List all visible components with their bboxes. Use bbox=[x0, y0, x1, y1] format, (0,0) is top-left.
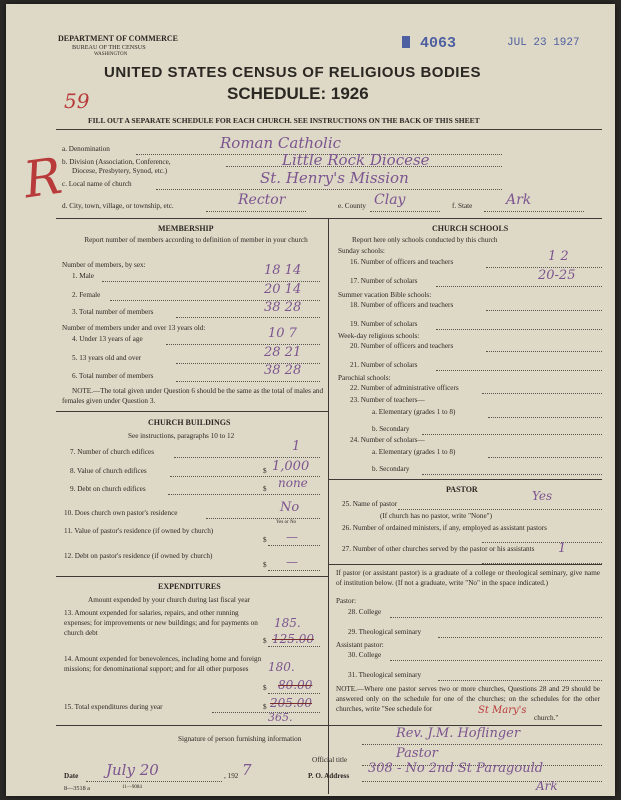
local-name-value: St. Henry's Mission bbox=[260, 169, 409, 187]
q24-label: 24. Number of scholars— bbox=[350, 436, 425, 444]
q15-struck-value: 205.00 bbox=[270, 696, 312, 710]
column-divider bbox=[328, 218, 329, 794]
denomination-label: a. Denomination bbox=[62, 145, 110, 153]
q25-label: 25. Name of pastor bbox=[342, 500, 398, 508]
pastor-note-end: church." bbox=[534, 714, 559, 722]
date-label: Date bbox=[64, 772, 79, 780]
q7-label: 7. Number of church edifices bbox=[70, 448, 155, 456]
q14-label: 14. Amount expended for benevolences, including home and foreign missions; for denominational support; and for all other purposes bbox=[64, 655, 262, 673]
expenditures-intro: Amount expended by your church during last fiscal year bbox=[88, 596, 251, 604]
pastor-note-value: St Mary's bbox=[478, 705, 527, 716]
state-line bbox=[484, 211, 584, 212]
q16-label: 16. Number of officers and teachers bbox=[350, 258, 454, 266]
form-title: UNITED STATES CENSUS OF RELIGIOUS BODIES bbox=[104, 64, 481, 81]
bureau-label: BUREAU OF THE CENSUS bbox=[72, 44, 146, 51]
q8-label: 8. Value of church edifices bbox=[70, 467, 147, 475]
q1-value: 18 14 bbox=[264, 263, 302, 278]
official-title-label: Official title bbox=[312, 756, 348, 764]
q26-label: 26. Number of ordained ministers, if any, employed as assistant pastors bbox=[342, 524, 547, 532]
state-value: Ark bbox=[506, 192, 532, 208]
q12-line bbox=[268, 570, 320, 571]
q13-label: 13. Amount expended for salaries, repairs, and other running expenses; for improvements or new buildings; and for payments on church debt bbox=[64, 609, 258, 637]
q5-label: 5. 13 years old and over bbox=[72, 354, 142, 362]
q27-value: 1 bbox=[558, 541, 567, 556]
q10-line bbox=[206, 518, 320, 519]
college-rule bbox=[328, 564, 602, 565]
division-value: Little Rock Diocese bbox=[282, 151, 430, 169]
q24b-line bbox=[422, 474, 602, 475]
q22-label: 22. Number of administrative officers bbox=[350, 384, 459, 392]
q15-line bbox=[212, 712, 320, 713]
q6-line bbox=[176, 381, 320, 382]
q10-value: No bbox=[280, 500, 300, 515]
pastor-note: NOTE.—Where one pastor serves two or more churches, Questions 28 and 29 should be answered only on the schedule for one of the churches; on the schedules for the other churches, write "See schedule for bbox=[336, 685, 600, 713]
q23a-label: a. Elementary (grades 1 to 8) bbox=[372, 408, 456, 416]
by-sex-label: Number of members, by sex: bbox=[62, 261, 146, 269]
age-intro: Number of members under and over 13 years old: bbox=[62, 324, 206, 332]
q26-line bbox=[482, 542, 602, 543]
q24b-label: b. Secondary bbox=[372, 465, 410, 473]
q9-value: none bbox=[278, 476, 308, 490]
footer-rule bbox=[56, 725, 602, 726]
q6-value: 38 28 bbox=[264, 363, 302, 378]
form-instruction: FILL OUT A SEPARATE SCHEDULE FOR EACH CHURCH. SEE INSTRUCTIONS ON THE BACK OF THIS SHEET bbox=[88, 116, 480, 125]
q25-value: Yes bbox=[532, 489, 553, 503]
buildings-rule bbox=[56, 411, 328, 412]
pastor-rule bbox=[328, 479, 602, 480]
q30-label: 30. College bbox=[348, 651, 382, 659]
official-title-value: Pastor bbox=[396, 746, 438, 761]
stamp-number: 4063 bbox=[420, 35, 457, 52]
q3-value: 38 28 bbox=[264, 300, 302, 315]
header-rule bbox=[56, 129, 602, 130]
q12-label: 12. Debt on pastor's residence (if owned by church) bbox=[64, 552, 213, 560]
yes-no-hint: Yes or No bbox=[276, 520, 297, 525]
stamp-mark bbox=[402, 36, 410, 48]
q12-dollar: $ bbox=[263, 561, 267, 569]
q23a-line bbox=[488, 417, 602, 418]
q27-label: 27. Number of other churches served by the pastor or his assistants bbox=[342, 545, 535, 553]
address-value: 308 - No 2nd St Paragould bbox=[368, 761, 544, 776]
q25-line bbox=[398, 509, 602, 510]
schools-heading: CHURCH SCHOOLS bbox=[432, 224, 509, 233]
q21-label: 21. Number of scholars bbox=[350, 361, 418, 369]
division-label-2: Diocese, Presbytery, Synod, etc.) bbox=[72, 167, 168, 175]
q12-value: — bbox=[286, 555, 298, 569]
buildings-intro: See instructions, paragraphs 10 to 12 bbox=[128, 432, 235, 440]
section-rule bbox=[56, 218, 602, 219]
state-label: f. State bbox=[452, 202, 473, 210]
q14-line bbox=[268, 693, 320, 694]
q7-value: 1 bbox=[292, 439, 301, 454]
q2-value: 20 14 bbox=[264, 282, 302, 297]
q10-label: 10. Does church own pastor's residence bbox=[64, 509, 178, 517]
stamp-date: JUL 23 1927 bbox=[507, 37, 580, 49]
county-value: Clay bbox=[374, 192, 406, 208]
q31-label: 31. Theological seminary bbox=[348, 671, 422, 679]
q13-dollar: $ bbox=[263, 637, 267, 645]
local-name-label: c. Local name of church bbox=[62, 180, 132, 188]
department-label: DEPARTMENT OF COMMERCE bbox=[58, 34, 179, 43]
q30-line bbox=[390, 660, 602, 661]
q1-label: 1. Male bbox=[72, 272, 94, 280]
margin-letter: R bbox=[20, 146, 66, 210]
q13-struck-value: 125.00 bbox=[272, 632, 314, 646]
q24a-label: a. Elementary (grades 1 to 8) bbox=[372, 448, 456, 456]
q18-label: 18. Number of officers and teachers bbox=[350, 301, 454, 309]
parochial-label: Parochial schools: bbox=[338, 374, 391, 382]
q22-line bbox=[482, 393, 602, 394]
q4-label: 4. Under 13 years of age bbox=[72, 335, 143, 343]
q7-line bbox=[174, 457, 320, 458]
membership-intro: Report number of members according to definition of member in your church bbox=[84, 236, 308, 244]
q17-line bbox=[436, 286, 602, 287]
q28-line bbox=[390, 617, 602, 618]
q3-line bbox=[176, 317, 320, 318]
census-schedule-sheet bbox=[6, 4, 615, 796]
q9-line bbox=[168, 494, 320, 495]
q4-value: 10 7 bbox=[268, 326, 297, 341]
county-line bbox=[370, 211, 440, 212]
assistant-subhead: Assistant pastor: bbox=[336, 641, 384, 649]
q11-label: 11. Value of pastor's residence (if owned by church) bbox=[64, 527, 214, 535]
q24a-line bbox=[488, 457, 602, 458]
signature-line bbox=[362, 744, 602, 745]
q29-line bbox=[438, 637, 602, 638]
q23b-label: b. Secondary bbox=[372, 425, 410, 433]
q19-label: 19. Number of scholars bbox=[350, 320, 418, 328]
q17-label: 17. Number of scholars bbox=[350, 277, 418, 285]
q11-dollar: $ bbox=[263, 536, 267, 544]
form-subtitle: SCHEDULE: 1926 bbox=[227, 84, 369, 103]
expenditures-heading: EXPENDITURES bbox=[158, 582, 221, 591]
q8-value: 1,000 bbox=[272, 459, 310, 474]
q8-dollar: $ bbox=[263, 467, 267, 475]
q29-label: 29. Theological seminary bbox=[348, 628, 422, 636]
summer-label: Summer vacation Bible schools: bbox=[338, 291, 432, 299]
q25-note: (If church has no pastor, write "None") bbox=[380, 512, 492, 520]
city-value: Rector bbox=[238, 192, 286, 208]
year-prefix: , 192 bbox=[224, 772, 239, 780]
address-line bbox=[362, 781, 602, 782]
q14-dollar: $ bbox=[263, 684, 267, 692]
membership-note: NOTE.—The total given under Question 6 should be the same as the total of males and females given under Question 3. bbox=[62, 387, 324, 405]
q18-line bbox=[486, 310, 602, 311]
q15-label: 15. Total expenditures during year bbox=[64, 703, 163, 711]
q9-dollar: $ bbox=[263, 485, 267, 493]
county-label: e. County bbox=[338, 202, 366, 210]
local-name-line bbox=[156, 189, 502, 190]
q3-label: 3. Total number of members bbox=[72, 308, 154, 316]
q15-dollar: $ bbox=[263, 703, 267, 711]
signature-label: Signature of person furnishing information bbox=[178, 735, 302, 743]
q31-line bbox=[438, 680, 602, 681]
q20-line bbox=[486, 351, 602, 352]
form-number-2: 11—9084 bbox=[122, 785, 142, 790]
year-value: 7 bbox=[242, 761, 252, 779]
college-intro: If pastor (or assistant pastor) is a graduate of a college or theological seminary, give name of institution below. (If not a graduate, write "No" in the space indicated.) bbox=[336, 569, 600, 587]
weekday-label: Week-day religious schools: bbox=[338, 332, 420, 340]
q28-label: 28. College bbox=[348, 608, 382, 616]
city-label: WASHINGTON bbox=[94, 52, 128, 57]
q19-line bbox=[436, 329, 602, 330]
pastor-subhead: Pastor: bbox=[336, 597, 356, 605]
q13-value: 185. bbox=[274, 616, 301, 630]
address-value-2: Ark bbox=[536, 779, 558, 793]
pastor-heading: PASTOR bbox=[446, 485, 478, 494]
q23b-line bbox=[422, 434, 602, 435]
q2-label: 2. Female bbox=[72, 291, 101, 299]
margin-number: 59 bbox=[64, 89, 90, 113]
city-line bbox=[206, 211, 306, 212]
schools-intro: Report here only schools conducted by this church bbox=[352, 236, 498, 244]
q20-label: 20. Number of officers and teachers bbox=[350, 342, 454, 350]
division-label: b. Division (Association, Conference, bbox=[62, 158, 171, 166]
date-line bbox=[86, 781, 222, 782]
q11-value: — bbox=[286, 530, 298, 544]
q15-value: 365. bbox=[268, 711, 293, 724]
q14-struck-value: 80.00 bbox=[278, 678, 313, 692]
q21-line bbox=[436, 370, 602, 371]
q23-label: 23. Number of teachers— bbox=[350, 396, 425, 404]
city-town-label: d. City, town, village, or township, etc. bbox=[62, 202, 174, 210]
address-label: P. O. Address bbox=[308, 772, 350, 780]
form-number: 8—3518 a bbox=[64, 785, 90, 792]
sunday-label: Sunday schools: bbox=[338, 247, 385, 255]
q13-line bbox=[268, 646, 320, 647]
expenditures-rule bbox=[56, 576, 328, 577]
date-value: July 20 bbox=[106, 761, 159, 779]
buildings-heading: CHURCH BUILDINGS bbox=[148, 418, 231, 427]
q16-value: 1 2 bbox=[548, 249, 569, 264]
q6-label: 6. Total number of members bbox=[72, 372, 154, 380]
q17-value: 20-25 bbox=[538, 268, 576, 283]
signature-value: Rev. J.M. Hoflinger bbox=[396, 726, 521, 741]
q5-value: 28 21 bbox=[264, 345, 302, 360]
q9-label: 9. Debt on church edifices bbox=[70, 485, 146, 493]
denomination-value: Roman Catholic bbox=[220, 134, 342, 152]
q11-line bbox=[268, 545, 320, 546]
q14-value: 180. bbox=[268, 660, 295, 674]
membership-heading: MEMBERSHIP bbox=[158, 224, 214, 233]
